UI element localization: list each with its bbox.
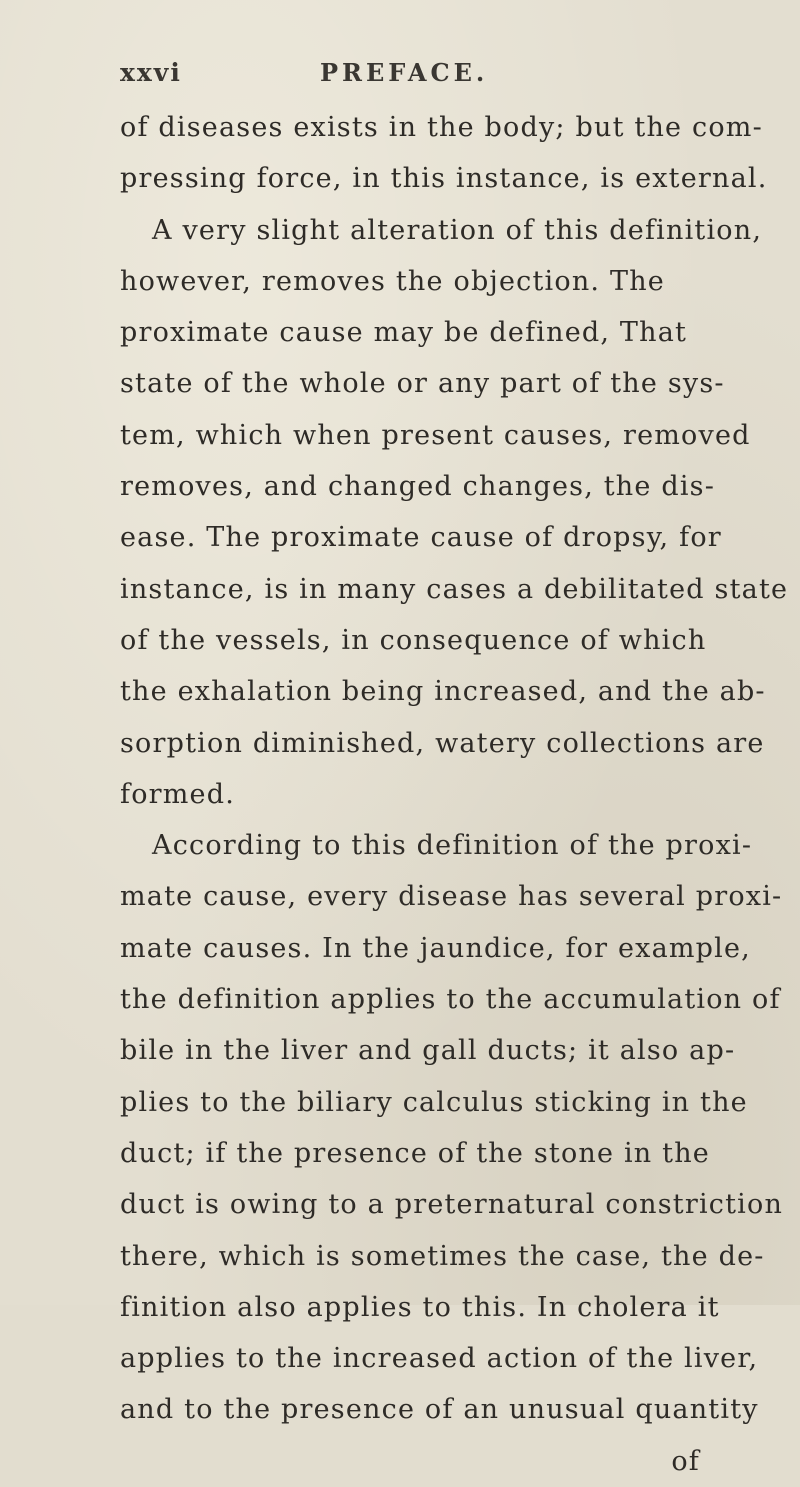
text-line: however, removes the objection. The [120, 265, 665, 297]
text-line: According to this definition of the proxi- [152, 830, 753, 862]
text-line: instance, is in many cases a debilitated state [120, 573, 789, 605]
catchword: of [671, 1445, 700, 1477]
running-title: PREFACE. [320, 58, 489, 87]
text-line: state of the whole or any part of the sys- [120, 368, 725, 400]
page-number: xxvi [120, 58, 182, 87]
text-line: proximate cause may be defined, That [120, 317, 688, 349]
text-line: finition also applies to this. In cholera it [120, 1291, 720, 1323]
text-line: pressing force, in this instance, is external. [120, 163, 768, 195]
text-line: of diseases exists in the body; but the com- [120, 112, 763, 143]
text-line: ease. The proximate cause of dropsy, for [120, 522, 722, 554]
text-line: there, which is sometimes the case, the de- [120, 1240, 765, 1272]
text-line: applies to the increased action of the liver, [120, 1343, 759, 1375]
text-line: the definition applies to the accumulation of [120, 984, 781, 1016]
text-line: formed. [120, 778, 236, 810]
text-line: and to the presence of an unusual quantity [120, 1394, 759, 1426]
text-line: mate cause, every disease has several proxi- [120, 881, 783, 913]
text-line: tem, which when present causes, removed [120, 419, 751, 451]
text-line: the exhalation being increased, and the ab- [120, 676, 766, 708]
text-line: duct is owing to a preternatural constriction [120, 1189, 784, 1221]
body-text [120, 102, 789, 1487]
text-line: plies to the biliary calculus sticking in the [120, 1086, 748, 1118]
text-line: sorption diminished, watery collections are [120, 727, 765, 759]
text-line: removes, and changed changes, the dis- [120, 471, 716, 503]
text-line: mate causes. In the jaundice, for example, [120, 932, 751, 964]
text-line: of the vessels, in consequence of which [120, 624, 707, 656]
running-head [120, 58, 680, 98]
text-line: duct; if the presence of the stone in the [120, 1137, 710, 1169]
text-line: bile in the liver and gall ducts; it also ap- [120, 1035, 736, 1067]
text-line: A very slight alteration of this definition, [152, 214, 763, 246]
